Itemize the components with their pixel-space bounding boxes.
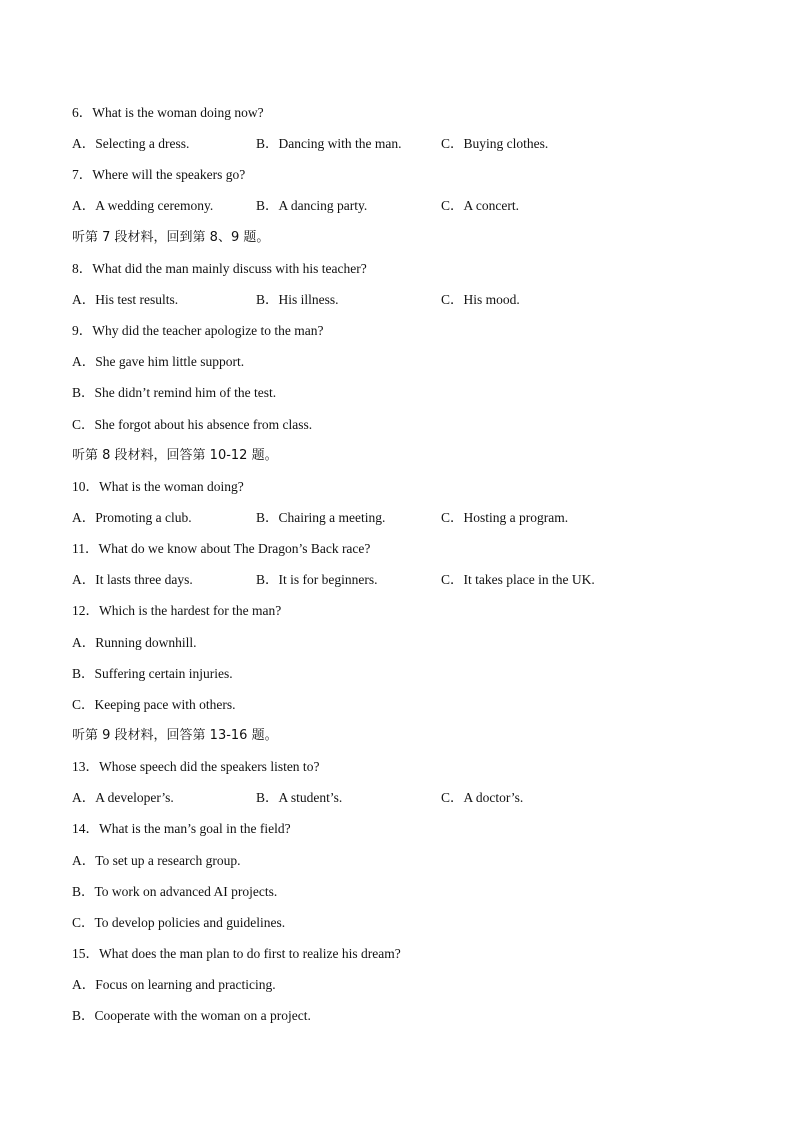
option-line: A．She gave him little support. [72,354,245,369]
question-text: 15．What does the man plan to do first to realize his dream? [72,946,401,961]
question-text: 7．Where will the speakers go? [72,167,246,182]
option-line: C．She forgot about his absence from class. [72,417,313,432]
section-instruction: 听第 8 段材料，回答第 10-12 题。 [72,448,278,463]
option-line: A．Running downhill. [72,635,197,650]
option-line: A．To set up a research group. [72,853,241,868]
option-line: C．To develop policies and guidelines. [72,915,286,930]
option-a: A．Promoting a club. [72,510,192,525]
question-text: 9．Why did the teacher apologize to the man? [72,323,324,338]
option-b: B．Dancing with the man. [256,136,402,151]
option-c: C．Hosting a program. [441,510,569,525]
option-line: A．Focus on learning and practicing. [72,977,276,992]
option-b: B．His illness. [256,292,339,307]
option-c: C．It takes place in the UK. [441,572,595,587]
question-text: 12．Which is the hardest for the man? [72,603,282,618]
question-text: 6．What is the woman doing now? [72,105,264,120]
option-line: B．She didn’t remind him of the test. [72,385,277,400]
question-text: 10．What is the woman doing? [72,479,244,494]
option-a: A．Selecting a dress. [72,136,190,151]
option-c: C．Buying clothes. [441,136,549,151]
question-text: 14．What is the man’s goal in the field? [72,821,291,836]
option-line: C．Keeping pace with others. [72,697,236,712]
option-c: C．His mood. [441,292,520,307]
option-line: B．Suffering certain injuries. [72,666,233,681]
option-c: C．A concert. [441,198,519,213]
question-text: 13．Whose speech did the speakers listen to? [72,759,320,774]
option-a: A．It lasts three days. [72,572,193,587]
option-b: B．A student’s. [256,790,343,805]
option-c: C．A doctor’s. [441,790,524,805]
question-text: 11．What do we know about The Dragon’s Back race? [72,541,371,556]
option-b: B．Chairing a meeting. [256,510,386,525]
section-instruction: 听第 7 段材料，回到第 8、9 题。 [72,230,270,245]
question-text: 8．What did the man mainly discuss with his teacher? [72,261,367,276]
section-instruction: 听第 9 段材料，回答第 13-16 题。 [72,728,278,743]
option-a: A．A wedding ceremony. [72,198,214,213]
option-a: A．A developer’s. [72,790,174,805]
option-b: B．A dancing party. [256,198,368,213]
option-line: B．To work on advanced AI projects. [72,884,278,899]
option-line: B．Cooperate with the woman on a project. [72,1008,311,1023]
option-a: A．His test results. [72,292,179,307]
option-b: B．It is for beginners. [256,572,378,587]
